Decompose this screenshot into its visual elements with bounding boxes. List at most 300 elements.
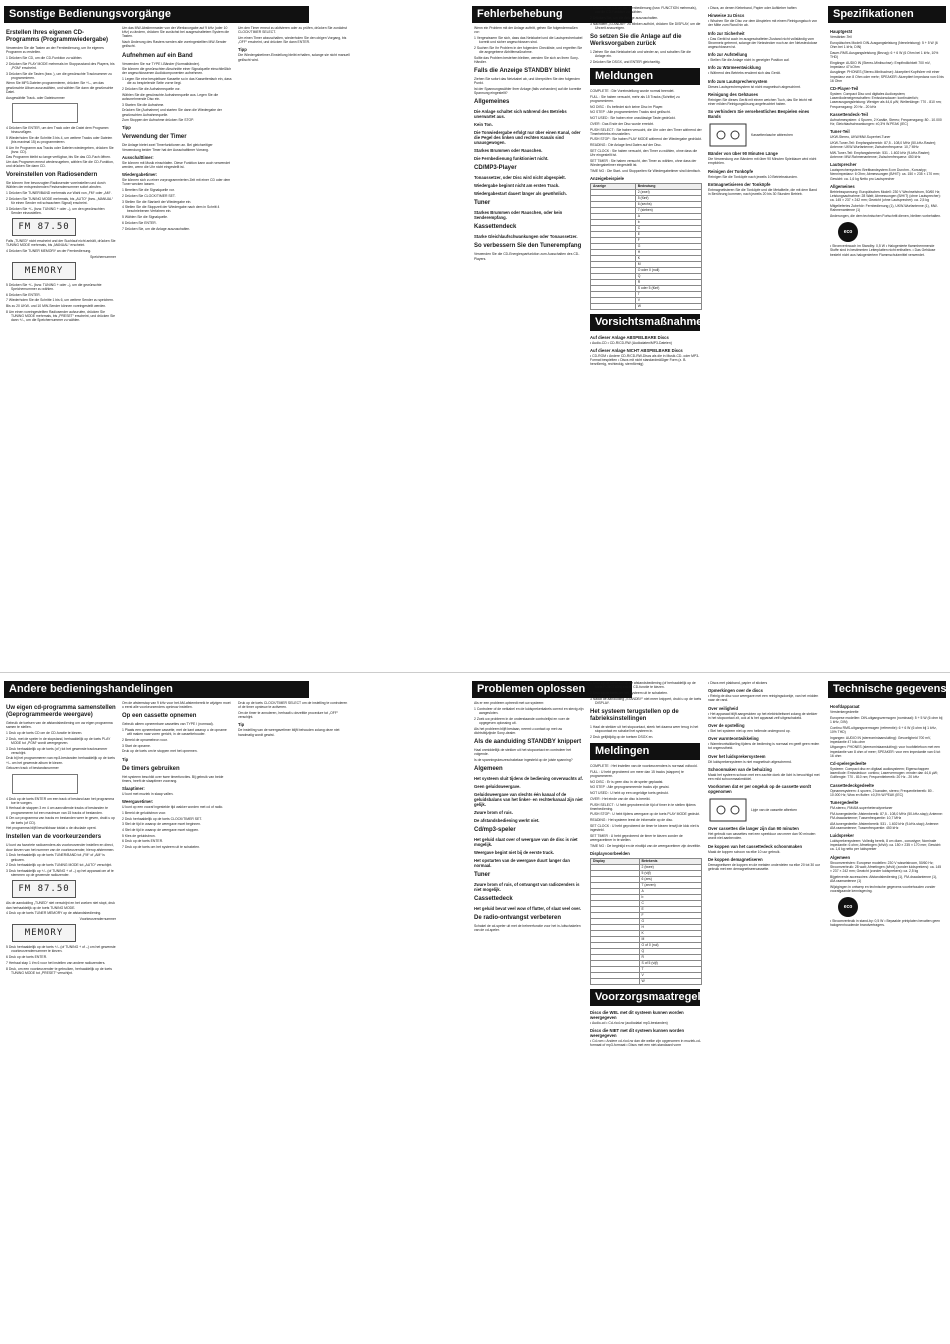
heading-tape-recording: Aufnehmen auf ein Band: [122, 52, 193, 59]
paragraph: Het programma blijft beschikbaar totdat u de disclade opent.: [6, 826, 97, 831]
subheading: Kassettendeck-Teil: [830, 111, 868, 117]
meaning-cell: R: [639, 954, 701, 960]
meaning-cell: 5 (fünf): [635, 195, 701, 201]
heading-timers: Verwendung der Timer: [122, 134, 187, 141]
section-banner-specifications: Technische gegevens: [828, 681, 946, 698]
paragraph: Zum Stoppen der Aufnahme drücken Sie STOP.: [122, 118, 194, 123]
message: NO DISC : Es befindet sich keine Disc im Player.: [590, 104, 664, 109]
subheading: Tunergedeelte: [830, 800, 859, 806]
symptom: Wiedergabestart dauert länger als gewöhnlich.: [474, 191, 567, 197]
table-title: Displayvoorbeelden: [590, 850, 630, 856]
paragraph: • Stromverbrauch im Standby: 0,5 W • Halogenierte flammhemmende Stoffe sind in bestimmten Leiterplatten nicht enthalten. • Das Gehäuse besteht nicht aus halogeniertem Flammschutzmittel verwendet.: [830, 244, 936, 257]
meaning-cell: A: [635, 213, 701, 219]
step: 2 Drücken Sie die Aufnahmequelle vor.: [122, 87, 181, 92]
meaning-cell: S oder 5 (fünf): [635, 285, 701, 291]
paragraph: U kunt uw favoriete radiozenders als voorkeurzender instellen en direct, door kiezen van het nummer van de voorkeurzender, hierop afstemmen.: [6, 843, 115, 852]
paragraph: Um den Timer erneut zu aktivieren oder zu prüfen, drücken Sie zunächst CLOCK/TIMER SELECT.: [238, 26, 347, 35]
step: 2 Druk op de toets om het systeem uit te schakelen.: [590, 690, 669, 695]
heading-factory-reset: Het systeem terugstellen op de fabrieksinstellingen: [590, 709, 679, 723]
column-7-specs: [830, 701, 944, 1341]
dutch-page: [0, 672, 950, 1344]
spec-line: Versterkergedeelte: [830, 710, 859, 714]
column-5: [590, 681, 714, 1341]
meaning-cell: F: [639, 912, 701, 918]
spec-line: Systeem: Compact disc en digitaal audiosysteem; Eigenschappen laserdiode: Emissieduur: continu; Laservermogen: minder dan 44,6 µW; Golflengte: 770 - 810 nm; Frequentiebereik: 20 Hz - 20 kHz: [830, 767, 938, 780]
display-glyph: [591, 978, 640, 984]
paragraph: Sie können sich zu einer vorprogrammierten Zeit mit einer CD oder dem Tuner wecken lassen.: [122, 178, 231, 187]
step: 2 Zoek uw probleem in de onderstaande controlelijst en voer de opgegeven oplossing uit.: [474, 716, 570, 725]
subheading: Entmagnetisieren der Tonköpfe: [708, 181, 771, 187]
cassette-tab-figure: [708, 122, 820, 148]
display-examples-table: [590, 183, 702, 310]
spec-line: Continu RMS-uitgangsvermogen (referentie): 6 + 6 W (6 ohm bij 1 kHz, 10% THD): [830, 725, 937, 734]
spec-line: UKW-Tuner-Teil: Empfangsbereich: 87,5 - 108,0 MHz (50-kHz-Raster); Antenne: UKW-Wurfantenne; Zwischenfrequenz: 10,7 MHz: [830, 140, 937, 150]
paragraph: Gebruik de toetsen van de afstandsbediening om uw eigen programma samen te stellen.: [6, 721, 113, 730]
figure-caption: Gekozen track of bestandsnummer: [6, 766, 59, 771]
paragraph: Dit luidsprekersysteem is niet magnetisch afgeschermd.: [708, 759, 792, 764]
display-glyph: [591, 303, 636, 309]
meaning-cell: E: [635, 231, 701, 237]
paragraph: Wenn ein Problem mit der Anlage auftritt, gehen Sie folgendermaßen vor:: [474, 26, 578, 35]
meaning-cell: F: [635, 237, 701, 243]
symptom: Starke Gleichlaufschwankungen oder Tonaussetzer.: [474, 234, 578, 240]
paragraph: • Stellen Sie die Anlage nicht in geneigter Position auf.: [708, 58, 790, 63]
step: 1 Bereid de geluidsbron voor.: [122, 810, 167, 815]
subheading: Luidspreker: [830, 833, 854, 839]
tip-label: Tipp: [238, 47, 247, 53]
subheading: Algemeen: [830, 854, 851, 860]
paragraph: • Stroomverbruik in stand-by: 0,5 W • Bepaalde printplaten bevatten geen halogeenhoudende brandvertragers.: [830, 919, 940, 928]
paragraph: Sie können Ihre bevorzugten Radiosender voreinstellen und durch Wählen der entsprechenden Festsendernummer sofort abrufen.: [6, 181, 106, 190]
column-1: [6, 701, 116, 1341]
paragraph: Um einen Timer abzuschalten, wiederholen Sie den obigen Vorgang, bis „OFF“ erscheint, und drücken Sie dann ENTER.: [238, 35, 347, 45]
step: 4 Drücken Sie ENTER, um den Track oder die Datei dem Programm hinzuzufügen.: [6, 125, 109, 134]
step: 5 Wiederholen Sie die Schritte 3 bis 4, um weitere Tracks oder Dateien (bis maximal 15) zu programmieren.: [6, 135, 113, 144]
subheading: De koppen van het cassettedeck schoonmaken: [708, 843, 803, 849]
step: 3 Nachdem „STANDBY“ zu blinken aufhört, drücken Sie DISPLAY, um die Uhrzeit anzuzeigen.: [590, 21, 701, 30]
message: FULL : Sie haben versucht, mehr als 15 Tracks (Schritte) zu programmieren.: [590, 94, 680, 104]
spec-line: Stroomvereisten: Europese modellen: 230 V wisselstroom, 50/60 Hz; Stroomverbruik: 28 watt; Afmetingen (b/h/d) (zonder luidsprekers): ca. 145 × 237 × 242 mm; Gewicht (zonder luidsprekers): ca. 2,5 kg: [830, 860, 942, 874]
paragraph: Als het probleem blijft bestaan, neemt u contact op met uw dichtstbijzijnde Sony-dealer.: [474, 726, 563, 735]
spec-line: System: Compact Disc und digitales Audiosystem; Laserdiodeneigenschaften: Emissionsdauer: kontinuierlich; Laserausgangsleistung: Weniger als 44,6 µW; Wellenlänge: 770 - 810 nm; Frequenzgang: 20 Hz - 20 kHz: [830, 92, 942, 109]
paragraph: Maak het systeem schoon met een zachte doek die licht is bevochtigd met een mild schoonmaakmiddel.: [708, 772, 820, 782]
column-4: [474, 701, 584, 1341]
paragraph: Änderungen, die dem technischen Fortschritt dienen, bleiben vorbehalten.: [830, 213, 942, 218]
meaning-cell: S of 5 (vijf): [639, 960, 701, 966]
paragraph: Verwenden Sie die CD-Energiesparfunktion zum Ausschalten des CD-Players.: [474, 252, 580, 261]
paragraph: Sie können mit Musik einschlafen. Diese Funktion kann auch verwendet werden, wenn die Uhr nicht eingestellt ist.: [122, 160, 230, 170]
table-header: Display: [591, 858, 640, 864]
spec-line: Dauer-RMS-Ausgangsleistung (Bezug): 6 + 6 W (6 Ohm bei 1 kHz, 10% THD): [830, 50, 939, 59]
subheading: Bänder von über 90 Minuten Länge: [708, 151, 778, 157]
step: 2 Druk herhaaldelijk op de toets TUNING MODE tot „AUTO“ verschijnt.: [6, 863, 113, 868]
lcd-memory-display: MEMORY: [12, 924, 76, 942]
symptom: Weergave begint niet bij de eerste track.: [474, 850, 554, 856]
symptom: Geluidsweergave van slechts één kanaal of de geluidsbalans van het linker- en rechterkanaal zijn niet gelijk.: [474, 792, 583, 808]
spec-line: Betriebsspannung: Europäisches Modell: 230 V Wechselstrom, 50/60 Hz; Leistungsaufnahme: 28 Watt; Abmessungen (B/H/T) (ohne Lautsprecher): ca. 145 × 237 × 242 mm; Gewicht (ohne Lautsprecher): ca. 2,5 kg: [830, 189, 941, 203]
spec-line: MW-Tuner-Teil: Empfangsbereich: 531 - 1.602 kHz (9-kHz-Raster); Antenne: MW-Rahmenantenne; Zwischenfrequenz: 450 kHz: [830, 150, 931, 160]
spec-line: Europäisches Modell: DIN-Ausgangsleistung (Nennleistung): 5 + 5 W (6 Ohm bei 1 kHz, DIN): [830, 40, 938, 49]
paragraph: Als de aanduiding „TUNED“ niet verschijnt en het zoeken niet stopt, druk dan herhaaldelijk op de toets TUNING MODE.: [6, 901, 115, 910]
figure-caption: Voorkeurzendernummer: [79, 916, 116, 921]
eco-logo-icon: eco: [838, 897, 858, 917]
step: 1 Legen Sie eine bespielbare Kassette so in das Kassettenfach ein, dass die zu bespielende Seite vorne liegt.: [122, 77, 232, 86]
message: NO DISC : Er is geen disc in de speler geplaatst.: [590, 779, 664, 784]
subheading: Voorkomen dat er per ongeluk op de cassette wordt opgenomen: [708, 784, 812, 795]
step: 3 Stellen Sie die Startzeit der Wiedergabe ein.: [122, 199, 192, 204]
spec-line: FM-stereo, FM/AM-superheterodynetuner: [830, 806, 893, 811]
paragraph: Wijzigingen in ontwerp en technische gegevens voorbehouden zonder voorafgaande kennisgeving.: [830, 884, 936, 893]
subheading: Reinigen der Tonköpfe: [708, 168, 754, 174]
step: 6 Drücken Sie ENTER.: [122, 220, 157, 225]
step: 6 Druk op de toets ENTER.: [6, 955, 48, 960]
spec-line: Aufnahmesystem: 4 Spuren, 2 Kanäle, Stereo; Frequenzgang: 80 - 10.000 Hz; Gleichlaufschwankungen: ±0,3% W.PEAK (IEC): [830, 117, 942, 127]
heading-program-play: Erstellen Ihres eigenen CD-Programms (Programmwiedergabe): [6, 30, 109, 43]
paragraph: • Cd-rom • Andere cd-r/cd-rw dan die welke zijn opgenomen in muziek-cd-formaat of mp3-formaat • Discs met een niet-standaard vorm: [590, 1039, 701, 1048]
paragraph: Als er een probleem optreedt met uw systeem:: [474, 701, 545, 705]
paragraph: Ist der Spannungswähler Ihrer Anlage (falls vorhanden) auf die korrekte Spannung eingestellt?: [474, 87, 582, 96]
subheading: Discs die NIET met dit systeem kunnen worden weergegeven: [590, 1028, 685, 1039]
step: 1 Druk op de toets CD om de CD-functie te kiezen.: [6, 730, 83, 735]
subheading: Cd-spelergedeelte: [830, 761, 867, 767]
heading-factory-reset: So setzen Sie die Anlage auf die Werksvorgaben zurück: [590, 34, 682, 48]
subheading: Cassettedeckgedeelte: [830, 782, 874, 788]
message: PUSH STOP : U hebt tijdens weergave op de toets PLAY MODE gedrukt.: [590, 812, 700, 817]
meaning-cell: H: [639, 924, 701, 930]
step: 1 Vergewissern Sie sich, dass das Netzkabel und die Lautsprecherkabel korrekt und sicher angeschlossen sind.: [474, 35, 583, 45]
column-7-specs: [830, 26, 944, 666]
table-header: Betekenis: [639, 858, 701, 864]
step: 1 Controleer of de netkabel en de luidsprekerkabels correct en stevig zijn aangesloten.: [474, 706, 584, 715]
figure-caption: Lipje van de cassette afbreken: [751, 808, 797, 813]
paragraph: Die Anlage bietet zwei Timerfunktionen an. Bei gleichzeitiger Verwendung beider Timer hat der Ausschalttimer Vorrang.: [122, 143, 213, 152]
spec-line: Ingangen: AUDIO IN (stereominiaansluiting): Gevoeligheid 700 mV, impedantie 47 kilo-ohm: [830, 735, 931, 744]
subheading: De koppen demagnetiseren: [708, 856, 763, 862]
step: 2 Suchen Sie Ihr Problem in der folgenden Checkliste, und ergreifen Sie die angegebene Abhilfemaßnahme.: [474, 45, 583, 55]
step: 4 Stel de tijd in waarop de weergave moet stoppen.: [122, 828, 200, 833]
symptom: Tonaussetzer, oder Disc wird nicht abgespielt.: [474, 175, 566, 181]
paragraph: Haal onmiddellijk de stekker uit het stopcontact en controleer het volgende.: [474, 747, 572, 757]
subheading: Weergavetimer:: [122, 799, 154, 805]
paragraph: U kunt met muziek in slaap vallen.: [122, 792, 174, 797]
heading-program-play: Uw eigen cd-programma samenstellen (Geprogrammeerde weergave): [6, 705, 116, 718]
section-banner-other-operations: Andere bedieningshandelingen: [4, 681, 309, 698]
step: 2 Druk herhaaldelijk op de toets CLOCK/TIMER SET.: [122, 816, 202, 821]
display-illustration: [12, 103, 78, 123]
paragraph: • Audio-CD • CD-R/CD-RW (Audiodaten/MP3-Dateien): [590, 340, 672, 345]
meaning-cell: 5 (vijf): [639, 870, 701, 876]
paragraph: Schakel de cd-speler uit met de beheerfunctie voor het in-/uitschakelen van de cd-speler.: [474, 924, 581, 933]
spec-line: Verstärker-Teil: [830, 35, 852, 39]
symptom: Zware brom of ruis, of ontvangst van radiozenders is niet mogelijk.: [474, 882, 580, 893]
section-banner-precautions: Vorsichtsmaßnahmen: [590, 314, 700, 331]
step: 2 Druk, met de speler in de stopstand, herhaaldelijk op de toets PLAY MODE tot „PGM“ wordt weergegeven.: [6, 736, 111, 745]
message: OVER : Das Ende der Disc wurde erreicht.: [590, 121, 655, 126]
step: 2 Druk gelijktijdig op de toetsen DSGX en.: [590, 734, 654, 739]
message: PUSH STOP : Sie haben PLAY MODE während der Wiedergabe gedrückt.: [590, 137, 702, 142]
step: 8 Druk, om een voorkeurzender te gebruiken, herhaaldelijk op de toets TUNING MODE tot „PRESET“ verschijnt.: [6, 966, 112, 975]
paragraph: Het gebruik van cassettes met een speelduur van meer dan 90 minuten wordt niet aanbevolen.: [708, 832, 816, 841]
symptom: Het systeem sluit tijdens de bediening onverwachts af.: [474, 776, 583, 782]
meaning-cell: M: [639, 936, 701, 942]
meaning-cell: 2 (twee): [639, 864, 701, 870]
symptom: Het geluid slaat over of weergave van de disc is niet mogelijk.: [474, 837, 578, 848]
paragraph: Bis zu 20 UKW- und 10 MW-Sender können voreingestellt werden.: [6, 304, 107, 309]
meaning-cell: R: [635, 279, 701, 285]
message: OVER : Het einde van de disc is bereikt.: [590, 796, 651, 801]
eco-logo-icon: eco: [838, 222, 858, 242]
column-2: [122, 701, 232, 1341]
message: SET TIMER : Sie haben versucht, den Timer zu wählen, ohne dass der Wiedergabetimer eingestellt ist.: [590, 158, 697, 167]
subheading: Over de opstelling: [708, 723, 745, 729]
heading-preset-stations: Instellen van de voorkeurzenders: [6, 834, 102, 841]
subheading: Over cassettes die langer zijn dan 90 minuten: [708, 826, 799, 832]
step: 1 Drücken Sie CD, um die CD-Funktion zu wählen.: [6, 55, 83, 60]
step: 1 Plaats een opneembare cassette, met de kant waarop u de opname wilt maken naar voren gericht, in de cassettehouder.: [122, 728, 227, 737]
step: 2 Bereid de opnamebron voor.: [122, 738, 168, 743]
section-banner-messages: Meldungen: [590, 68, 700, 85]
paragraph: • Warmteontwikkeling tijdens de bediening is normaal en geeft geen reden tot ongerustheid.: [708, 742, 820, 751]
spec-line: Lautsprechersystem: Breitbandsystem 8 cm Durchm., Konustyp; Nennimpedanz: 6 Ohm; Abmessungen (B/H/T): ca. 150 × 235 × 170 mm; Gewicht: ca. 1,6 kg Netto pro Lautsprecher: [830, 168, 940, 181]
subheading: Ausschalttimer:: [122, 154, 154, 160]
paragraph: Die Verwendung von Bändern mit über 90 Minuten Spieldauer wird nicht empfohlen.: [708, 157, 817, 166]
paragraph: Druk bij het programmeren van mp3-bestanden herhaaldelijk op de toets +/– om het gewenste album te kiezen.: [6, 756, 115, 765]
step: 3 Druk herhaaldelijk op de toets (of ) tot het gewenste tracknummer verschijnt.: [6, 746, 108, 755]
paragraph: • Reinig de disc voor weergave met een reinigingsdoekje, van het midden naar de rand.: [708, 694, 819, 703]
paragraph: Dieses Lautsprechersystem ist nicht magnetisch abgeschirmt.: [708, 84, 801, 89]
message: SET CLOCK : U hebt geprobeerd de timer te kiezen terwijl de klok niet is ingesteld.: [590, 823, 700, 833]
subheading: Schoonmaken van de behuizing: [708, 766, 772, 772]
message: SET CLOCK : Sie haben versucht, den Timer zu wählen, ohne dass die Uhr eingestellt ist.: [590, 148, 698, 158]
heading-tape-recording: Op een cassette opnemen: [122, 713, 197, 720]
message: COMPLETE : Het instellen van de voorkeurzenders is normaal voltooid.: [590, 764, 698, 769]
subheading: Over warmteontwikkeling: [708, 736, 759, 742]
subheading: Hoofdapparaat: [830, 704, 860, 709]
meaning-cell: W: [635, 303, 701, 309]
paragraph: Gebruik alleen opneembare cassettes van TYPE I (normaal).: [122, 722, 214, 727]
subheading: Info zur Aufstellung: [708, 52, 748, 58]
step: 7 Drücken Sie, um die Anlage auszuschalten.: [122, 226, 191, 231]
section-banner-specifications: Spezifikationen: [828, 6, 946, 23]
symptom: Die Fernbedienung funktioniert nicht.: [474, 156, 549, 162]
spec-line: Eingänge: AUDIO IN (Stereo-Minibuchse): Empfindlichkeit 700 mV, Impedanz 47 kOhm: [830, 60, 931, 69]
meaning-cell: Q: [635, 273, 701, 279]
message: READING : Die Anlage liest Daten auf der Disc.: [590, 143, 662, 148]
paragraph: • Stel het systeem niet op een hellende ondergrond op.: [708, 729, 791, 734]
spec-line: Ausgänge: PHONES (Stereo-Minibuchse): Akzeptiert Kopfhörer mit einer Impedanz von 8 Ohm oder mehr; SPEAKER: Akzeptiert Impedanz von 6 bis 16 Ohm: [830, 70, 944, 83]
step: 3 Nadat de aanduiding „STANDBY“ niet meer knippert, drukt u op de toets DISPLAY.: [590, 696, 702, 705]
meaning-cell: O oder 0 (null): [635, 267, 701, 273]
paragraph: Demagnetiseer de koppen en de metalen onderdelen na elke 20 tot 30 uur gebruik met een demagnetiseercassette.: [708, 862, 820, 872]
heading-tape-deck: Cassettedeck: [474, 896, 513, 903]
meaning-cell: V: [639, 972, 701, 978]
meaning-cell: O of 0 (nul): [639, 942, 701, 948]
step: 2 Drücken Sie PLAY MODE mehrmals im Stoppzustand des Players, bis „PGM“ erscheint.: [6, 61, 115, 70]
message: FULL : U hebt geprobeerd om meer dan 15 tracks (stappen) te programmeren.: [590, 769, 684, 779]
paragraph: Die Wiedergabetimer-Einstellung bleibt erhalten, solange sie nicht manuell gelöscht wird.: [238, 53, 350, 62]
paragraph: • Discs, an denen Klebeband, Papier oder Aufkleber haften: [708, 6, 797, 10]
heading-tape-deck: Kassettendeck: [474, 224, 517, 231]
symptom: Starkes Brummen oder Rauschen, oder kein Senderempfang.: [474, 210, 563, 221]
paragraph: Reinigen Sie die Tonköpfe nach jeweils 10 Betriebsstunden.: [708, 174, 798, 179]
paragraph: • Audio-cd • Cd-r/cd-rw (audiodata/ mp3-bestanden): [590, 1020, 668, 1025]
heading-preset-stations: Voreinstellen von Radiosendern: [6, 172, 98, 179]
subheading: Over het luidsprekersysteem: [708, 753, 766, 759]
lcd-frequency-display: FM 87.50: [12, 218, 76, 236]
column-1: [6, 26, 116, 666]
step: 5 Kies de geluidsbron.: [122, 833, 156, 838]
subheading: Info zum Lautsprechersystem: [708, 78, 768, 84]
paragraph: Wählen Sie die gewünschte Aufnahmequelle aus. Legen Sie die aufzunehmende Disc ein.: [122, 92, 219, 101]
paragraph: Wenn Sie MP3-Dateien programmieren, drücken Sie +/–, um das gewünschte Album auszuwählen, und wählen Sie dann die gewünschte Datei.: [6, 81, 114, 94]
step: 5 Wählen Sie die Signalquelle.: [122, 215, 168, 220]
message: COMPLETE : Die Voreinstellung wurde normal beendet.: [590, 89, 675, 94]
meaning-cell: M: [635, 261, 701, 267]
figure-caption: Speichernummer: [90, 254, 116, 259]
meaning-cell: C: [639, 900, 701, 906]
table-header: Anzeige: [591, 183, 636, 189]
step: 2 Drücken Sie CLOCK/TIMER SET.: [122, 193, 176, 198]
lcd-memory-display: MEMORY: [12, 262, 76, 280]
subheading: Allgemeines: [830, 183, 855, 189]
symptom: Zware brom of ruis.: [474, 810, 513, 816]
step: 3 Stel de tijd in waarop de weergave moet beginnen.: [122, 822, 201, 827]
symptom: Het geluid bevat veel wow of flutter, of slaat veel over.: [474, 906, 582, 912]
paragraph: Um das MW-Abstimmraster von der Werksvorgabe auf 9 kHz (oder 10 kHz) zu ändern, drücken Sie zunächst bei ausgeschaltetem System die Tasten.: [122, 26, 230, 39]
paragraph: Entmagnetisieren Sie die Tonköpfe und die Metallteile, die mit dem Band in Berührung kommen, nach jeweils 20 bis 30 Stunden Betrieb.: [708, 187, 817, 197]
meaning-cell: G: [639, 918, 701, 924]
spec-line: AM-tunergedeelte: Afstembereik: 531 - 1.602 kHz (9-kHz-stap); Antenne: AM-raamantenne; Tussenfrequentie: 450 kHz: [830, 821, 940, 830]
step: 4 Drücken Sie TUNER MEMORY an der Fernbedienung.: [6, 248, 92, 253]
step: 5 Herhaal de stappen 3 en 4 om aanvullende tracks of bestanden te programmeren tot een maximum van 15 tracks of bestanden.: [6, 806, 108, 815]
paragraph: Falls „TUNED“ nicht erscheint und der Suchlauf nicht anhält, drücken Sie TUNING MODE mehrmals, bis „MANUAL“ erscheint.: [6, 238, 116, 248]
figure-caption: Ausgewählte Track- oder Dateinummer: [6, 95, 65, 100]
meaning-cell: W: [639, 978, 701, 984]
section-banner-other-operations: Sonstige Bedienungsvorgänge: [4, 6, 309, 23]
subheading: Over veiligheid: [708, 705, 739, 711]
subheading: CD-Player-Teil: [830, 86, 859, 92]
step: 5 Druk herhaaldelijk op de toets +/– (of TUNING + of –) om het gewenste voorkeurzendernummer te kiezen.: [6, 945, 116, 954]
lcd-frequency-display: FM 87.50: [12, 880, 76, 898]
tip-label: Tip: [122, 756, 129, 762]
tip-label: Tip: [238, 722, 245, 728]
paragraph: • Het apparaat blijft aangesloten op het elektriciteitsnet zolang de stekker in het stopcontact zit, ook al is het apparaat zelf uitgeschakeld.: [708, 711, 818, 720]
step: 3 Druk herhaaldelijk op +/– (of TUNING + of –) op het apparaat om af te stemmen op de gewenste radiozender.: [6, 868, 114, 878]
heading-standby-blinks: Als de aanduiding STANDBY knippert: [474, 738, 582, 745]
step: 1 Druk op de toets CD op de afstandsbediening (of herhaaldelijk op de toets FUNCTION) om de CD-functie te kiezen.: [590, 681, 696, 690]
symptom: Die Tonwiedergabe erfolgt nur über einen Kanal, oder die Pegel des linken und rechten Kanals sind unausgewogen.: [474, 130, 581, 146]
step: 3 Starten Sie die Aufnahme.: [122, 102, 165, 107]
heading-cd-mp3: CD/MP3-Player: [474, 165, 517, 172]
subheading: Reinigung des Gehäuses: [708, 91, 759, 97]
symptom: Geen geluidsweergave.: [474, 784, 521, 790]
message: SET TIMER : U hebt geprobeerd de timer te kiezen zonder de weergavetimer in te stellen.: [590, 833, 683, 842]
paragraph: • Während des Betriebs erwärmt sich das Gerät.: [708, 71, 781, 76]
subheading: Hinweise zu Discs: [708, 13, 745, 19]
symptom: Die Anlage schaltet sich während des Betriebs unerwartet aus.: [474, 109, 567, 120]
column-2: [122, 26, 232, 666]
subheading: Info zu Wärmeentwicklung: [708, 65, 761, 71]
heading-timers: De timers gebruiken: [122, 765, 180, 772]
symptom: Starkes Brummen oder Rauschen.: [474, 148, 543, 154]
meaning-cell: 7 (sieben): [635, 207, 701, 213]
step: 1 Drücken Sie CD an der Fernbedienung (bzw. FUNCTION mehrmals), um die CD-Funktion zu wählen.: [590, 6, 697, 15]
step: 3 Start de opname.: [122, 743, 151, 748]
step: 6 Um Ihr Programm aus Tracks oder Dateien wiedergeben, drücken Sie (bzw. CD).: [6, 145, 114, 154]
subheading: Opmerkingen over de discs: [708, 688, 763, 694]
step: 3 Drücken Sie die Tasten (bzw. ), um die gewünschte Tracknummer zu programmieren.: [6, 71, 112, 80]
heading-tuner: Tuner: [474, 200, 491, 207]
paragraph: Om de afstemstap van 9 kHz voor het AM-afstembereik te wijzigen moet u eerst alle voorkeurzenders opnieuw instellen.: [122, 701, 231, 710]
heading-general: Allgemeines: [474, 99, 510, 106]
step: 6 Drücken Sie ENTER.: [6, 292, 41, 297]
step: 1 Ziehen Sie das Netzkabel ab und wieder an, und schalten Sie die Anlage ein.: [590, 50, 691, 59]
section-banner-precautions: Voorzorgsmaatregelen: [590, 989, 700, 1006]
paragraph: Druk op de toets om te stoppen met het opnemen.: [122, 749, 198, 754]
subheading: Tuner-Teil: [830, 129, 850, 135]
step: 5 Drücken Sie +/– (bzw. TUNING + oder –), um die gewünschte Speichernummer zu wählen.: [6, 282, 102, 291]
paragraph: • Das Gerät ist auch im ausgeschalteten Zustand nicht vollständig vom Stromnetz getrennt, solange der Netzstecker noch an der Netzsteckdose angeschlossen ist.: [708, 36, 818, 50]
tip-label: Tipp: [122, 125, 131, 131]
table-header: Bedeutung: [635, 183, 701, 189]
column-4: [474, 26, 584, 666]
step: 7 Herhaal stap 1 t/m 6 voor het instellen van andere radiozenders.: [6, 960, 106, 965]
subheading: Auf dieser Anlage ABSPIELBARE Discs: [590, 334, 669, 340]
column-3: [238, 26, 350, 226]
spec-line: FM-tunergedeelte: Afstembereik: 87,5 - 108,0 MHz (50-kHz-stap); Antenne: FM-draadantenne; Tussenfrequentie: 10,7 MHz: [830, 811, 943, 820]
step: 2 Drücken Sie TUNING MODE mehrmals, bis „AUTO“ (bzw. „MANUAL“ für einen Sender mit schwachem Signal) erscheint.: [6, 196, 114, 205]
step: 2 Drücken Sie DSGX, und ENTER gleichzeitig.: [590, 59, 661, 64]
paragraph: Drücken Sie (Aufnahme) und starten Sie dann die Wiedergabe der gewünschten Aufnahmequelle.: [122, 108, 222, 117]
step: 1 Druk herhaaldelijk op de toets TUNER/BAND tot „FM“ of „AM“ is gekozen.: [6, 853, 105, 862]
step: 7 Wiederholen Sie die Schritte 1 bis 6, um weitere Sender zu speichern.: [6, 298, 114, 303]
paragraph: • Wischen Sie die Disc vor dem Abspielen mit einem Reinigungstuch von der Mitte zum Rand hin ab.: [708, 19, 818, 28]
meaning-cell: Q: [639, 948, 701, 954]
heading-tuner: Tuner: [474, 872, 491, 879]
section-banner-messages: Meldingen: [590, 743, 700, 760]
step: 4 Druk op de toets TUNER MEMORY op de afstandsbediening.: [6, 911, 102, 916]
paragraph: Verwenden Sie nur TYPE I-Bänder (Normalbänder).: [122, 61, 200, 66]
paragraph: Nach Änderung des Rasters werden alle voreingestellten MW-Sender gelöscht.: [122, 40, 227, 49]
message: TIME NG : Die Start- und Stoppzeiten für Wiedergabetimer sind identisch.: [590, 168, 701, 173]
paragraph: Druk op de toets CLOCK/TIMER SELECT om de instelling te controleren of de timer opnieuw te activeren.: [238, 701, 348, 710]
table-title: Anzeigebeispiele: [590, 175, 624, 181]
table-row: [591, 303, 702, 309]
paragraph: • CD-ROM • Andere CD-R/CD-RW-Discs als die in Musik-CD- oder MP3-Format bespielten • Discs mit nicht standardmäßiger Form (z. B. herzförmig, rechteckig, sternförmig): [590, 354, 700, 367]
subheading: Hauptgerät: [830, 29, 853, 34]
subheading: Lautsprecher: [830, 162, 857, 168]
step: 6 Druk op de toets ENTER.: [122, 839, 164, 844]
display-examples-table: [590, 858, 702, 985]
meaning-cell: H: [635, 249, 701, 255]
heading-improve-reception: De radio-ontvangst verbeteren: [474, 915, 562, 922]
meaning-cell: b: [635, 219, 701, 225]
spec-line: UKW-Stereo, UKW/MW-Superhet-Tuner: [830, 135, 891, 140]
symptom: Kein Ton.: [474, 122, 493, 128]
message: PUSH SELECT : Sie haben versucht, die Uhr oder den Timer während der Timerbetriebs einzustellen.: [590, 127, 702, 136]
symptom: Het opstarten van de weergave duurt langer dan normaal.: [474, 858, 570, 869]
table-row: [591, 978, 702, 984]
heading-cd-mp3: Cd/mp3-speler: [474, 827, 516, 834]
paragraph: De instelling van de weergavetimer blijft behouden zolang deze niet handmatig wordt gewist.: [238, 728, 340, 737]
step: 7 Druk op de toets om het systeem uit te schakelen.: [122, 845, 201, 850]
figure-caption: Kassettenlasche abbrechen: [751, 133, 793, 138]
meaning-cell: K: [639, 930, 701, 936]
paragraph: Het systeem beschikt over twee timerfuncties. Bij gebruik van beide timers, heeft de slaaptimer voorrang.: [122, 774, 224, 783]
message: READING : Het systeem leest de informatie op de disc.: [590, 818, 674, 823]
paragraph: Maak de koppen schoon na elke 10 uur gebruik.: [708, 849, 781, 854]
meaning-cell: b: [639, 894, 701, 900]
